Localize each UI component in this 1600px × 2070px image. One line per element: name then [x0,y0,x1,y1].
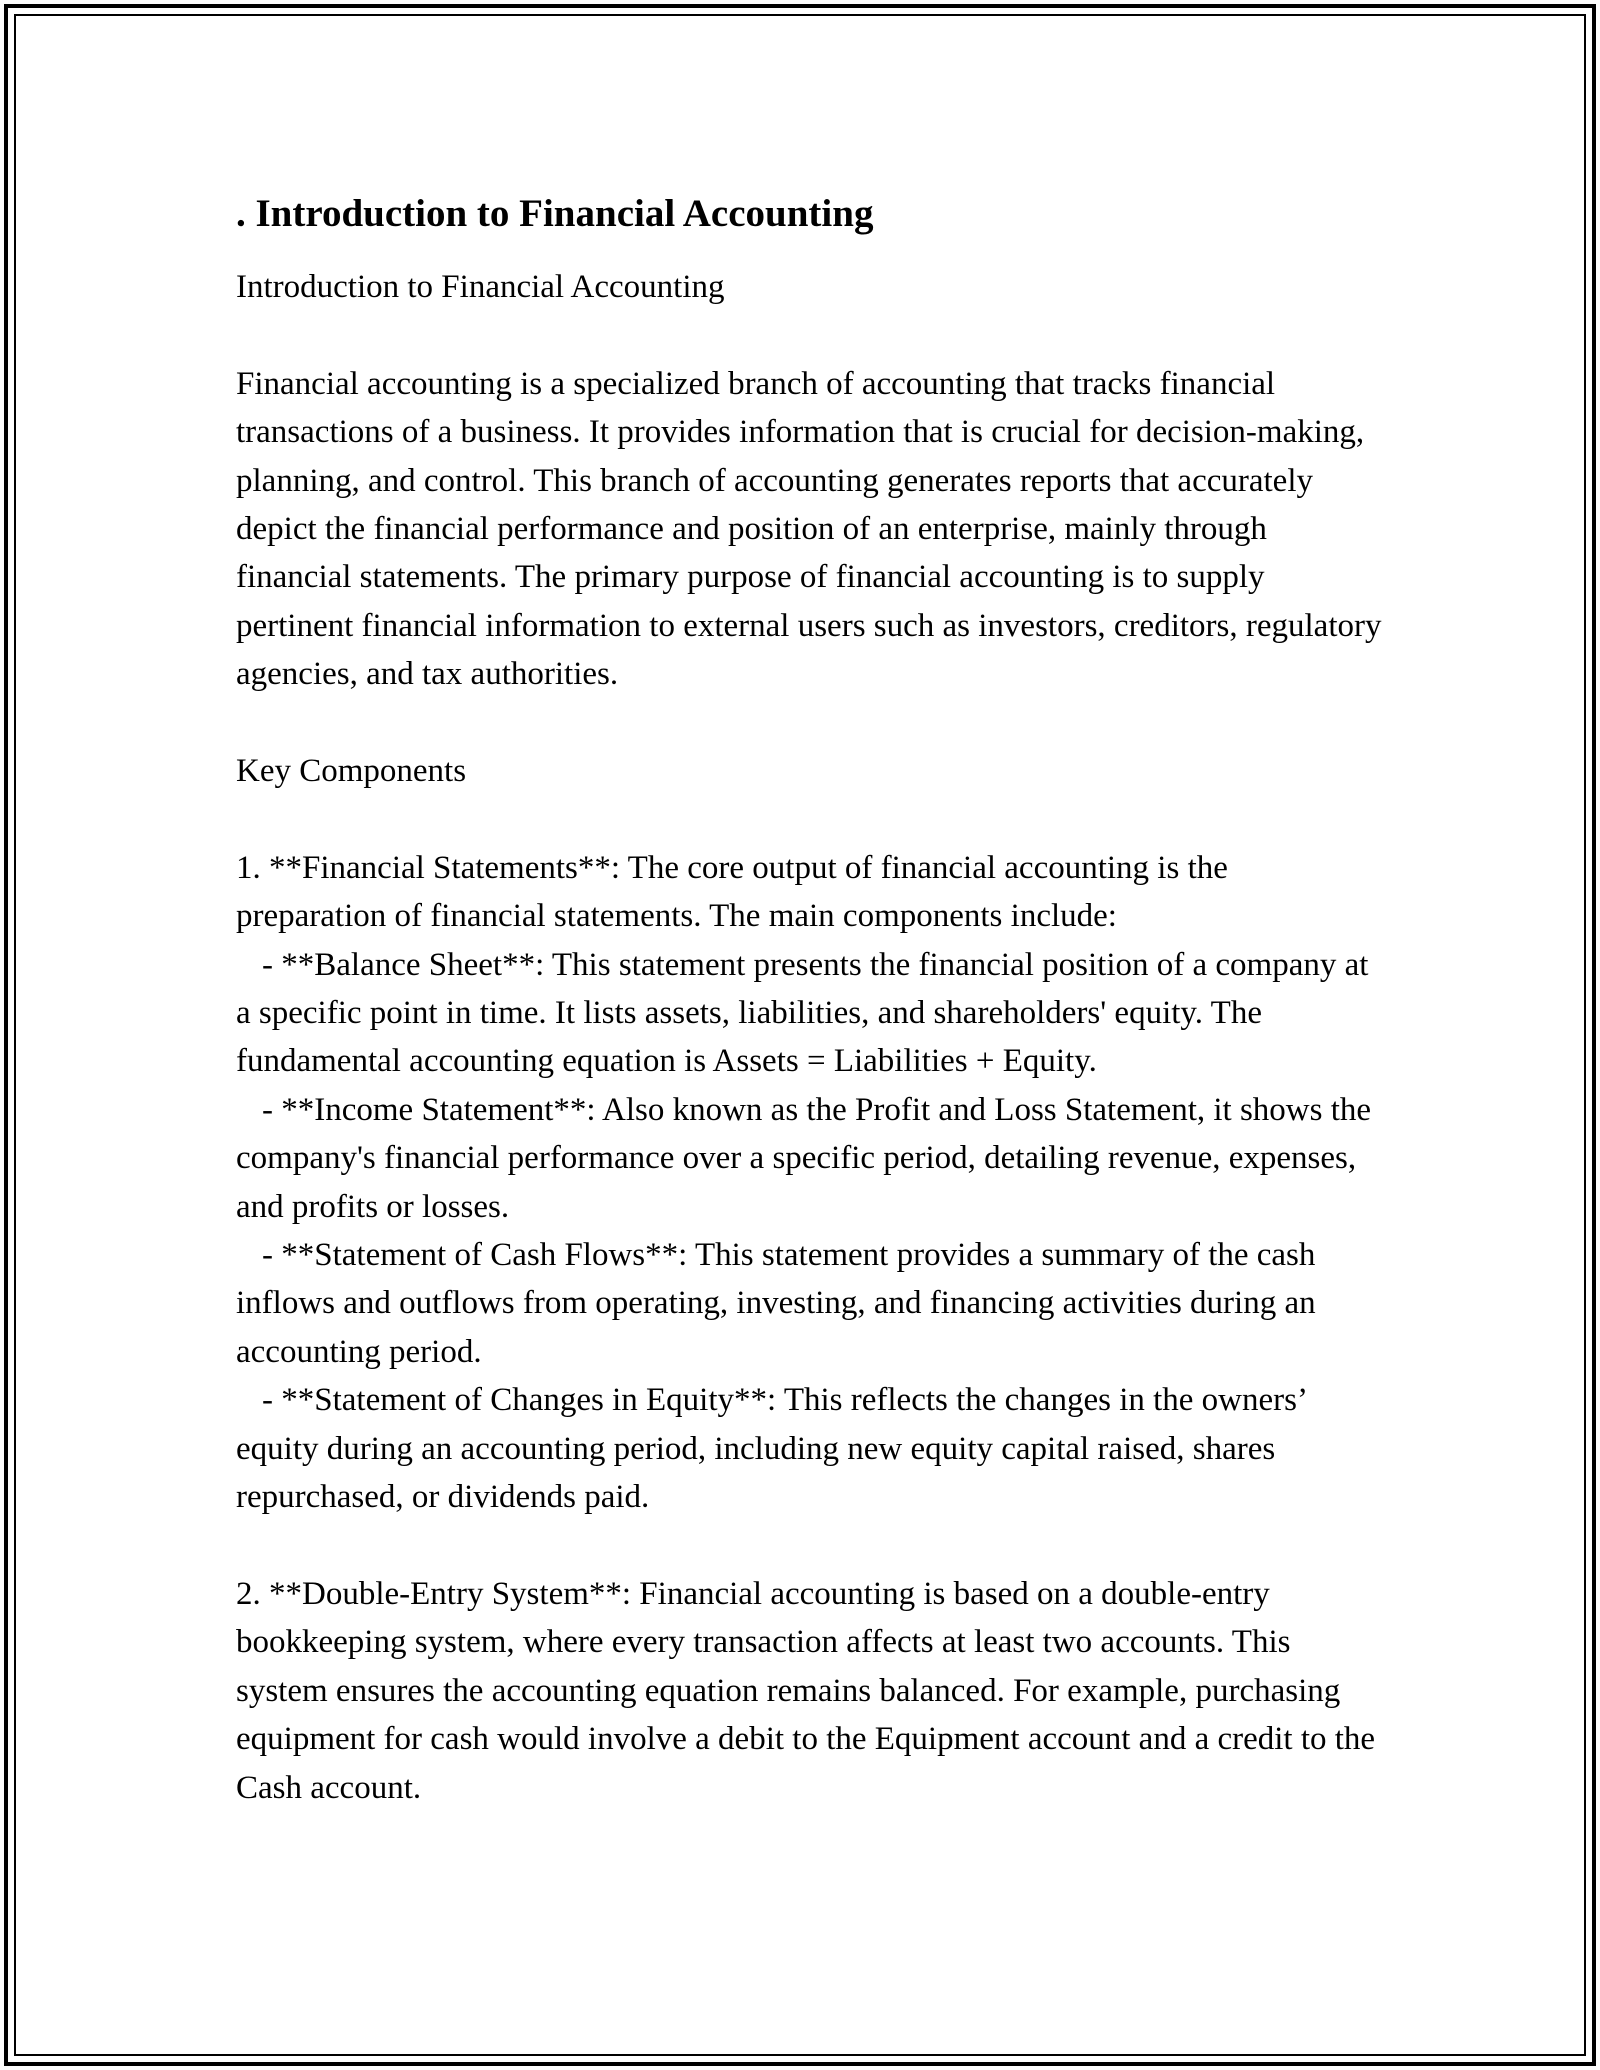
intro-paragraph: Financial accounting is a specialized branch of accounting that tracks financial transactions of a business. It provides information that is crucial for decision-making, planning, and control. This branch of accounting generates reports that accurately depict the financial performance and position of an enterprise, mainly through financial statements. The primary purpose of financial accounting is to supply pertinent financial information to external users such as investors, creditors, regulatory agencies, and tax authorities. [236,365,1390,693]
list-item-financial-statements [236,844,1386,1522]
list-item-double-entry [236,1570,1386,1812]
sub-item-cash-flows: - **Statement of Cash Flows**: This statement provides a summary of the cash inflows and outflows from operating, investing, and financing activities during an accounting period. [236,1237,1324,1370]
section-title: Key Components [236,753,467,790]
list-item-text: 1. **Financial Statements**: The core output of financial accounting is the preparation of financial statements. The main components include: [236,849,1237,935]
sub-item-income-statement: - **Income Statement**: Also known as the Profit and Loss Statement, it shows the company's financial performance over a specific period, detailing revenue, expenses, and profits or losses. [236,1091,1380,1225]
list-item-text: 2. **Double-Entry System**: Financial accounting is based on a double-entry bookkeeping system, where every transaction affects at least two accounts. This system ensures the accounting equation remains balanced. For example, purchasing equipment for cash would involve a debit to the Equipment account and a credit to the Cash account. [236,1575,1384,1806]
document-heading: . Introduction to Financial Accounting [236,192,874,235]
sub-item-balance-sheet: - **Balance Sheet**: This statement presents the financial position of a company at a specific point in time. It lists assets, liabilities, and shareholders' equity. The fundamental accounting equation is Assets = Liabilities + Equity. [236,946,1377,1080]
document-subtitle: Introduction to Financial Accounting [236,269,725,305]
document-body [236,185,1390,1812]
sub-item-changes-in-equity: - **Statement of Changes in Equity**: This reflects the changes in the owners’ equity during an accounting period, including new equity capital raised, shares repurchased, or dividends paid. [236,1382,1314,1516]
